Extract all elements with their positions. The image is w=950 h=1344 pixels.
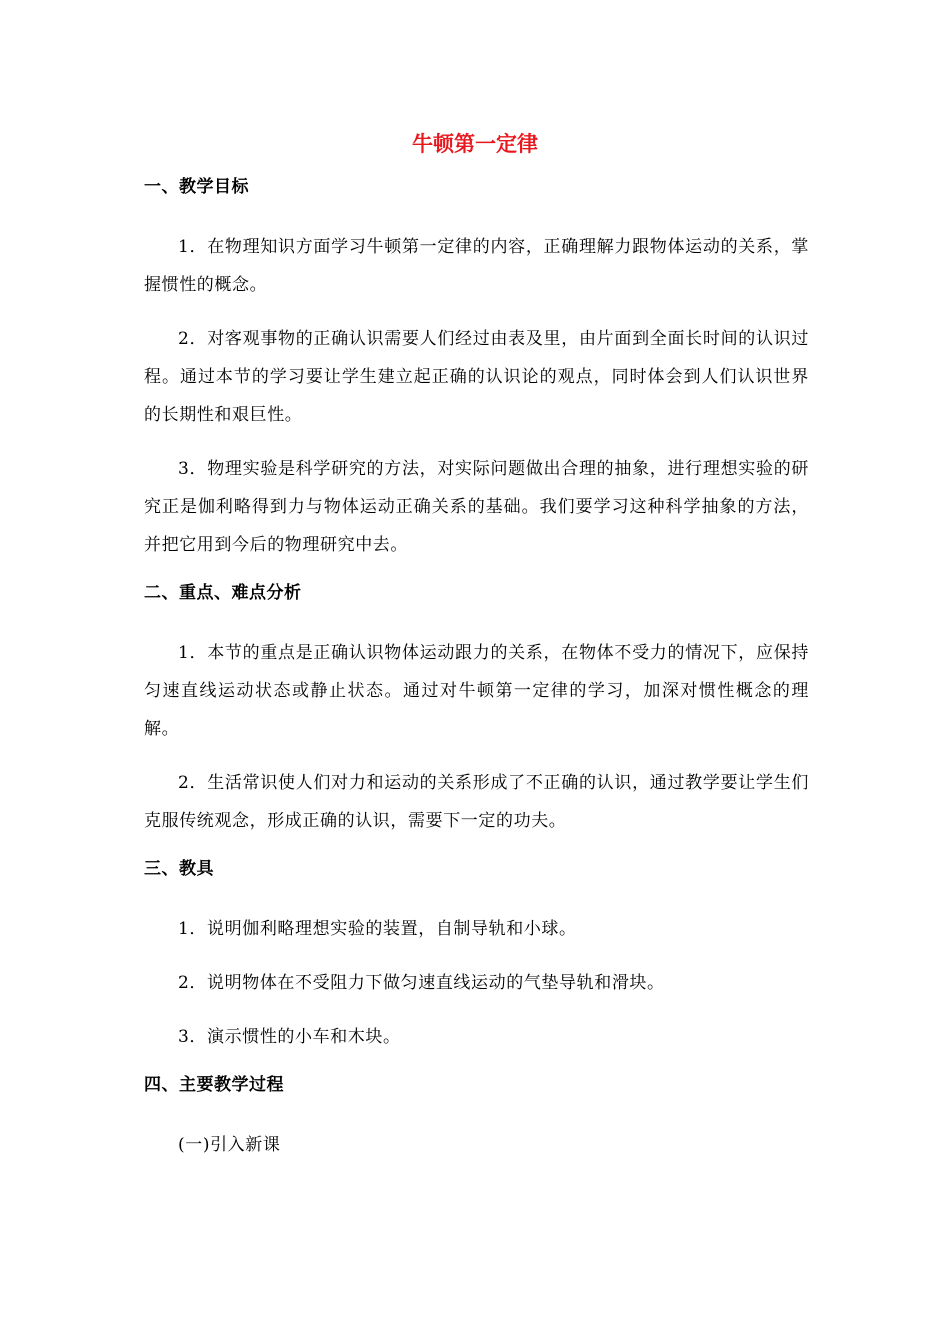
teaching-aid-item-3: 3．演示惯性的小车和木块。 — [178, 1027, 401, 1047]
document-title: 牛顿第一定律 — [412, 132, 538, 156]
key-point-paragraph-1: 1．本节的重点是正确认识物体运动跟力的关系，在物体不受力的情况下，应保持匀速直线运动状态或静止状态。通过对牛顿第一定律的学习，加深对惯性概念的理解。 — [144, 643, 809, 739]
teaching-aid-item-1: 1．说明伽利略理想实验的装置，自制导轨和小球。 — [178, 919, 577, 939]
objective-paragraph-3: 3．物理实验是科学研究的方法，对实际问题做出合理的抽象，进行理想实验的研究正是伽利略得到力与物体运动正确关系的基础。我们要学习这种科学抽象的方法，并把它用到今后的物理研究中去。 — [144, 459, 809, 555]
teaching-aid-item-2: 2．说明物体在不受阻力下做匀速直线运动的气垫导轨和滑块。 — [178, 973, 665, 993]
section-heading-objectives: 一、教学目标 — [144, 177, 249, 197]
section-heading-teaching-process: 四、主要教学过程 — [144, 1075, 284, 1095]
document-body — [144, 174, 809, 1180]
key-point-paragraph-2: 2．生活常识使人们对力和运动的关系形成了不正确的认识，通过教学要让学生们克服传统观念，形成正确的认识，需要下一定的功夫。 — [144, 773, 809, 831]
process-subheading-introduction: (一)引入新课 — [178, 1135, 281, 1155]
section-heading-teaching-aids: 三、教具 — [144, 859, 214, 879]
objective-paragraph-2: 2．对客观事物的正确认识需要人们经过由表及里，由片面到全面长时间的认识过程。通过本节的学习要让学生建立起正确的认识论的观点，同时体会到人们认识世界的长期性和艰巨性。 — [144, 329, 809, 425]
section-heading-key-points: 二、重点、难点分析 — [144, 583, 302, 603]
objective-paragraph-1: 1．在物理知识方面学习牛顿第一定律的内容，正确理解力跟物体运动的关系，掌握惯性的概念。 — [144, 237, 809, 295]
